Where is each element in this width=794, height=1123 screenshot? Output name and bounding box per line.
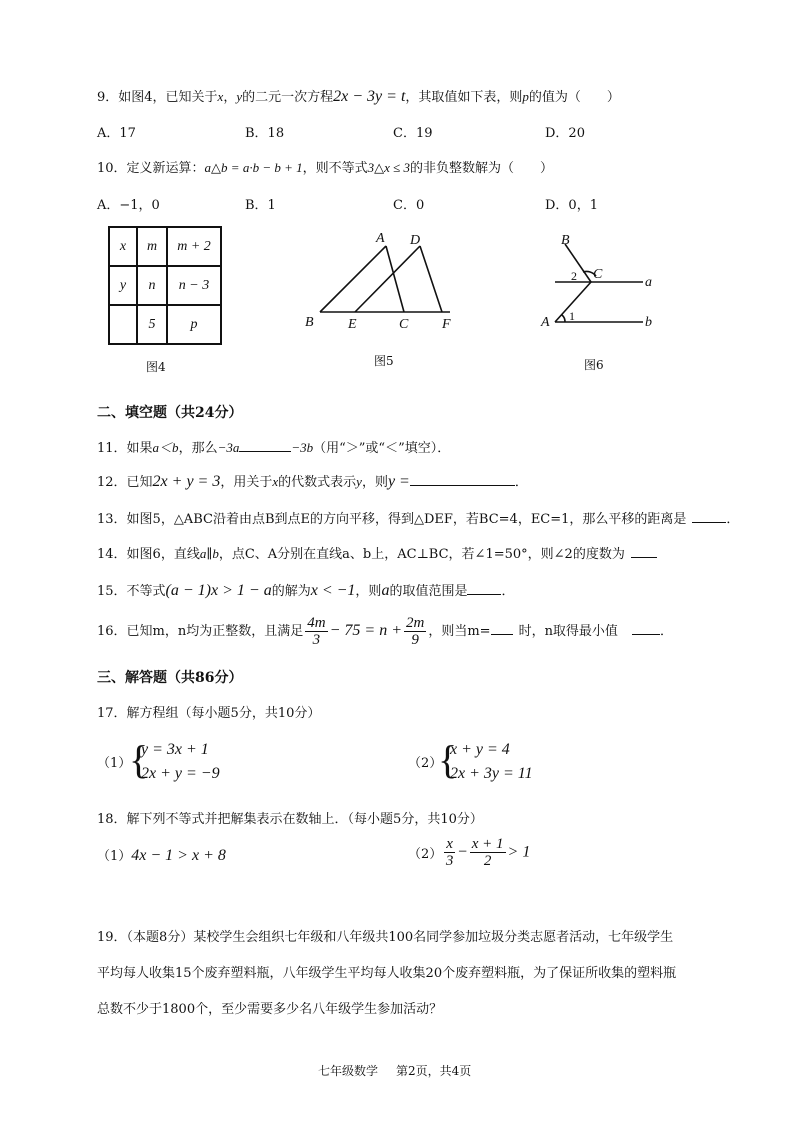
q15-text-b: 的解为 <box>271 584 311 599</box>
label-a: A <box>541 315 550 330</box>
q15-answer-blank[interactable] <box>467 594 501 595</box>
q9-var-x: x <box>217 89 224 104</box>
q9-text-b: 的二元一次方程 <box>242 90 334 105</box>
q10-inequality: 3△x ≤ 3 <box>367 160 411 175</box>
q10-option-b: B．1 <box>245 198 276 213</box>
q14-text-b: ，点C、A分别在直线a、b上，AC⊥BC，若∠1=50°，则∠2的度数为 <box>218 547 625 562</box>
table-cell: 5 <box>137 305 167 344</box>
q16-text-c: 时，n取得最小值 <box>518 624 618 639</box>
table-row <box>109 305 221 344</box>
q15-inequality: (a − 1)x > 1 − a <box>165 582 272 599</box>
q11-answer-blank[interactable] <box>239 451 291 452</box>
question-19-line-2: 平均每人收集15个废弃塑料瓶，八年级学生平均每人收集20个废弃塑料瓶，为了保证所收集的塑料瓶 <box>97 966 677 981</box>
q9-sep: ， <box>223 90 237 105</box>
footer-page: 第2页，共4页 <box>396 1064 472 1078</box>
label-c: C <box>399 317 409 332</box>
question-18-title: 18．解下列不等式并把解集表示在数轴上．（每小题5分，共10分） <box>97 812 483 827</box>
question-12 <box>97 471 528 491</box>
q18-frac1-denominator: 3 <box>445 853 454 869</box>
angle-1-arc <box>562 315 565 322</box>
footer <box>318 1062 471 1079</box>
q16-end: ． <box>659 624 673 639</box>
q16-frac2-numerator: 2m <box>405 615 425 631</box>
q11-left: −3a <box>217 440 240 455</box>
q15-text-d: 的取值范围是 <box>389 584 468 599</box>
table-cell: m <box>137 227 167 266</box>
segment-df <box>420 246 442 312</box>
q18-p1-inequality: 4x − 1 > x + 8 <box>131 847 226 864</box>
q10-text-b: ，则不等式 <box>302 161 368 176</box>
q9-equation: 2x − 3y = t <box>333 88 406 105</box>
q11-cond: a＜b <box>152 440 179 455</box>
q18-frac1-numerator: x <box>446 836 453 852</box>
q18-rhs: > 1 <box>507 843 531 861</box>
figure-5-caption: 图5 <box>374 354 394 368</box>
q17-p2-eq1: x + y = 4 <box>450 741 510 758</box>
q15-text-a: 15．不等式 <box>97 584 166 599</box>
q14-answer-blank[interactable] <box>631 557 657 558</box>
table-row <box>109 227 221 266</box>
q17-p2-eq2: 2x + 3y = 11 <box>450 765 533 782</box>
q13-answer-blank[interactable] <box>692 522 726 523</box>
question-10 <box>97 157 553 176</box>
q11-text-c: （用“＞”或“＜”填空）． <box>313 441 451 456</box>
q16-frac1-denominator: 3 <box>312 632 321 648</box>
q18-frac2-numerator: x + 1 <box>471 836 504 852</box>
q17-p2-label: （2） <box>408 756 443 771</box>
question-14 <box>97 543 657 562</box>
question-17-title: 17．解方程组（每小题5分，共10分） <box>97 706 321 721</box>
q10-option-a: A．−1，0 <box>97 198 160 213</box>
figure-6-caption: 图6 <box>584 358 604 372</box>
q14-text-a: 14．如图6，直线 <box>97 547 200 562</box>
question-19-line-3: 总数不少于1800个，至少需要多少名八年级学生参加活动？ <box>97 1002 443 1017</box>
q17-p1-system <box>141 738 220 786</box>
table-cell: p <box>167 305 221 344</box>
segment-ba <box>320 246 386 312</box>
q12-end: ． <box>514 475 528 490</box>
footer-subject: 七年级数学 <box>318 1064 379 1078</box>
q16-text-b: ，则当m= <box>428 624 491 639</box>
label-b: B <box>561 233 570 248</box>
label-a: A <box>376 231 385 246</box>
question-11 <box>97 437 450 456</box>
q17-p1-label: （1） <box>97 756 132 771</box>
q10-option-d: D．0，1 <box>545 198 598 213</box>
q9-var-y: y <box>236 89 243 104</box>
table-cell: n − 3 <box>167 266 221 305</box>
label-line-a: a <box>645 275 652 290</box>
q14-parallel: a∥b <box>199 546 219 561</box>
q16-mid: − 75 = n + <box>329 622 402 639</box>
q10-text-c: 的非负整数解为（ ） <box>410 161 554 176</box>
question-9 <box>97 86 620 106</box>
q12-text-a: 12．已知 <box>97 475 153 490</box>
q11-text-a: 11．如果 <box>97 441 153 456</box>
segment-ac <box>386 246 404 312</box>
section-3-title: 三、解答题（共86分） <box>97 670 243 686</box>
q15-end: ． <box>501 584 515 599</box>
section-2-title: 二、填空题（共24分） <box>97 405 243 421</box>
figure-4-caption: 图4 <box>146 360 166 374</box>
q15-solution: x < −1 <box>310 582 356 599</box>
table-cell: n <box>137 266 167 305</box>
q9-var-p: p <box>522 89 529 104</box>
q17-p1-eq1: y = 3x + 1 <box>141 741 209 758</box>
q13-text: 13．如图5，△ABC沿着由点B到点E的方向平移，得到△DEF，若BC=4，EC=1，那么平移的距离是 <box>97 512 687 527</box>
segment-ed <box>355 246 420 312</box>
q18-part-2 <box>408 836 530 869</box>
q12-var-y: y <box>356 474 362 489</box>
angle-2-label: 2 <box>571 269 577 283</box>
q16-frac1-numerator: 4m <box>307 615 326 631</box>
q12-equation: 2x + y = 3 <box>152 473 221 490</box>
q13-end: ． <box>726 512 740 527</box>
q16-frac2-denominator: 9 <box>411 632 419 648</box>
q18-frac2-denominator: 2 <box>483 853 492 869</box>
label-line-b: b <box>645 315 652 330</box>
q16-m-blank[interactable] <box>491 634 513 635</box>
q12-text-d: ，则 <box>361 475 388 490</box>
q16-fraction-2 <box>404 615 426 648</box>
q17-p2-system <box>450 738 533 786</box>
segment-bc <box>565 244 591 282</box>
q9-text-a: 9．如图4，已知关于 <box>97 90 218 105</box>
q18-p1-label: （1） <box>97 849 132 864</box>
q12-var-x: x <box>272 474 279 489</box>
table-row <box>109 266 221 305</box>
left-brace: { <box>129 737 149 782</box>
q9-option-d: D．20 <box>545 126 585 141</box>
question-19-line-1: 19．（本题8分）某校学生会组织七年级和八年级共100名同学参加垃圾分类志愿者活动，七年级学生 <box>97 930 674 945</box>
q9-option-c: C．19 <box>393 126 433 141</box>
q16-fraction-1 <box>305 615 327 648</box>
q9-option-a: A．17 <box>97 126 136 141</box>
label-c: C <box>593 267 603 282</box>
q18-fraction-1 <box>444 836 455 869</box>
label-b: B <box>305 315 314 330</box>
figure-4 <box>108 226 222 345</box>
q12-answer-blank[interactable] <box>410 485 515 486</box>
q18-minus: − <box>456 843 468 861</box>
table-cell: x <box>109 227 137 266</box>
q9-text-d: 的值为（ ） <box>528 90 620 105</box>
left-brace: { <box>438 737 458 782</box>
figure-6 <box>535 230 660 335</box>
q16-text-a: 16．已知m，n均为正整数，且满足 <box>97 624 304 639</box>
q10-definition: a△b = a·b − b + 1 <box>204 160 303 175</box>
question-15 <box>97 580 514 600</box>
q9-text-c: ，其取值如下表，则 <box>405 90 523 105</box>
q12-text-b: ，用关于 <box>220 475 273 490</box>
label-e: E <box>348 317 357 332</box>
question-16 <box>97 615 673 648</box>
q18-p2-label: （2） <box>408 847 443 862</box>
q12-lhs: y = <box>387 473 410 490</box>
q17-p1-eq2: 2x + y = −9 <box>141 765 220 782</box>
q12-text-c: 的代数式表示 <box>278 475 357 490</box>
q10-option-c: C．0 <box>393 198 425 213</box>
q10-text-a: 10．定义新运算： <box>97 161 205 176</box>
table-cell: m + 2 <box>167 227 221 266</box>
label-f: F <box>442 317 451 332</box>
q18-fraction-2 <box>470 836 506 869</box>
value-table <box>108 226 222 345</box>
angle-1-label: 1 <box>569 309 575 323</box>
figure-5 <box>300 228 470 338</box>
q18-part-1 <box>97 845 226 865</box>
q11-text-b: ，那么 <box>178 441 218 456</box>
q9-option-b: B．18 <box>245 126 285 141</box>
label-d: D <box>410 233 421 248</box>
q15-var-a: a <box>381 582 390 599</box>
q11-right: −3b <box>291 440 314 455</box>
question-13 <box>97 508 739 527</box>
q15-text-c: ，则 <box>355 584 382 599</box>
table-cell: y <box>109 266 137 305</box>
table-cell <box>109 305 137 344</box>
q16-n-blank[interactable] <box>632 634 660 635</box>
